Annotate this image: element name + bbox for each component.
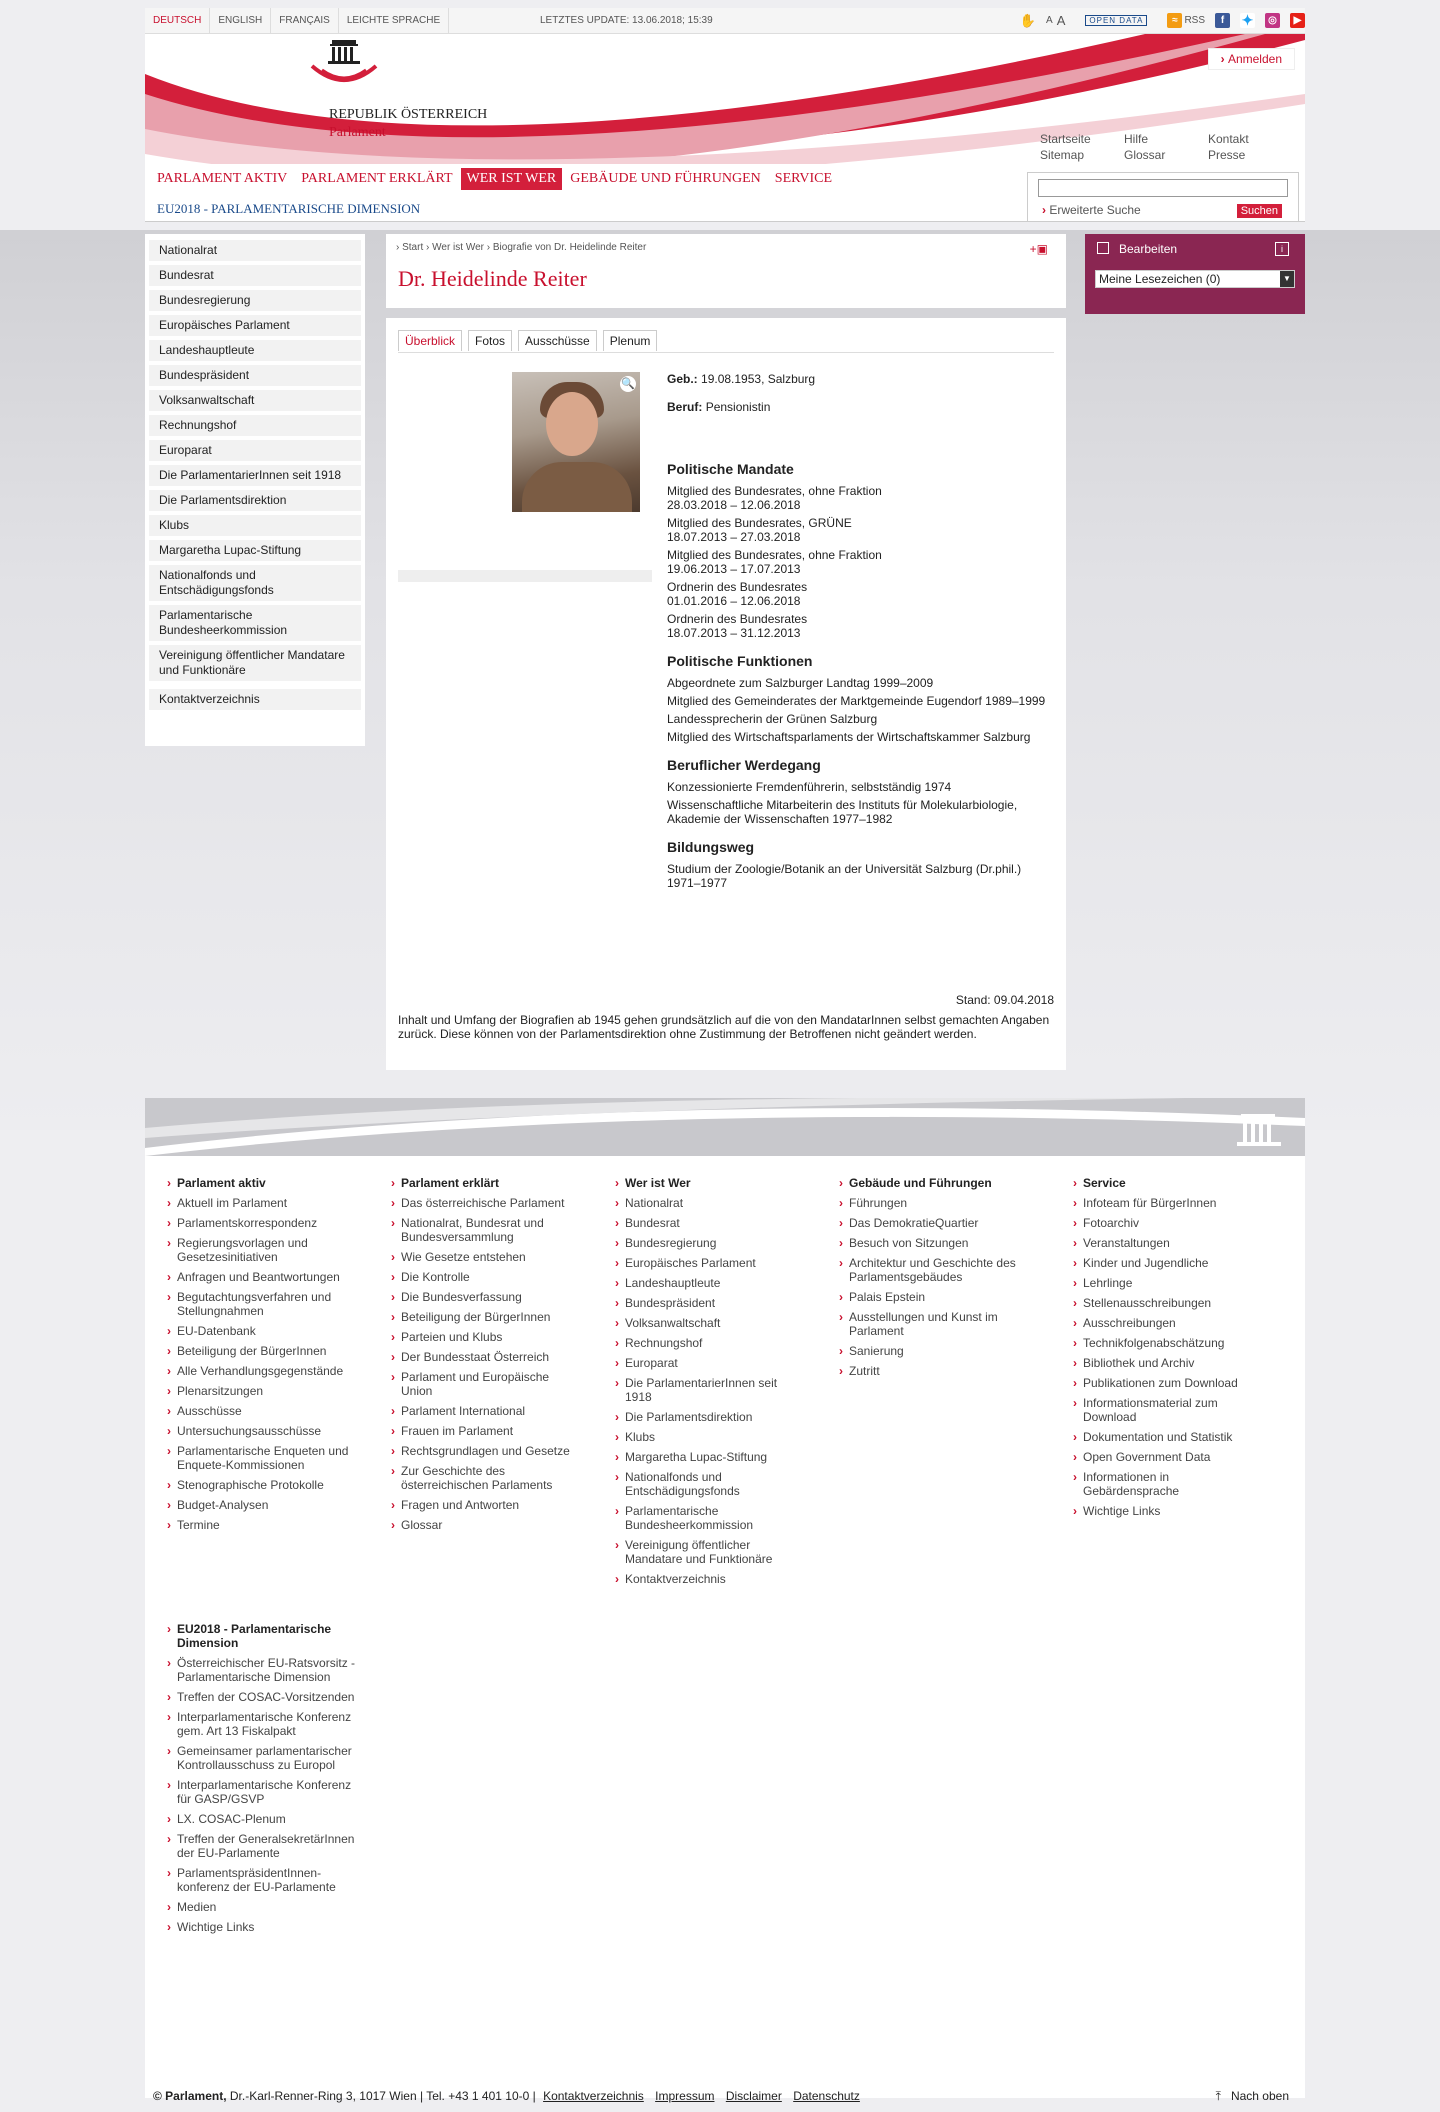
footer-link[interactable]: › Ausschüsse bbox=[167, 1404, 357, 1418]
footer-link[interactable]: › Budget-Analysen bbox=[167, 1498, 357, 1512]
footer-column-title[interactable]: › Gebäude und Führungen bbox=[839, 1176, 1073, 1190]
footer-address bbox=[153, 2089, 860, 2103]
chevron-down-icon: ▼ bbox=[1280, 271, 1294, 287]
footer-band bbox=[145, 1098, 1305, 1156]
footer-link[interactable]: › Europarat bbox=[615, 1356, 805, 1370]
footer-link-kontakt[interactable]: Kontaktverzeichnis bbox=[543, 2089, 644, 2103]
rss-icon[interactable]: ≈ bbox=[1167, 13, 1182, 28]
footer-link[interactable]: › Wie Gesetze entstehen bbox=[391, 1250, 581, 1264]
footer-link[interactable]: › Gemeinsamer parlamentarischer Kontrollausschuss zu Europol bbox=[167, 1744, 357, 1772]
lang-deutsch[interactable]: DEUTSCH bbox=[145, 8, 210, 34]
quick-startseite[interactable]: Startseite bbox=[1040, 132, 1091, 146]
function-item: Abgeordnete zum Salzburger Landtag 1999–2009 bbox=[667, 676, 934, 690]
footer-link[interactable]: › Besuch von Sitzungen bbox=[839, 1236, 1029, 1250]
disclaimer-text: Inhalt und Umfang der Biografien ab 1945 gehen grundsätzlich auf die von den MandatarInnen selbst gemachten Angaben zurück. Diese können von der Parlamentsdirektion ohne Zustimmung der Betroffenen nicht geändert werden. bbox=[398, 1013, 1050, 1041]
footer-link[interactable]: › Parteien und Klubs bbox=[391, 1330, 581, 1344]
search-button[interactable]: Suchen bbox=[1237, 204, 1282, 218]
footer-link[interactable]: › Nationalrat, Bundesrat und Bundesversammlung bbox=[391, 1216, 581, 1244]
footer-column-title[interactable]: › Parlament aktiv bbox=[167, 1176, 391, 1190]
footer-link[interactable]: › Die Bundesverfassung bbox=[391, 1290, 581, 1304]
lang-leichte-sprache[interactable]: LEICHTE SPRACHE bbox=[339, 8, 449, 34]
bearbeiten-title: Bearbeiten bbox=[1119, 242, 1178, 256]
footer-link[interactable]: › Nationalrat bbox=[615, 1196, 805, 1210]
footer-link[interactable]: › Aktuell im Parlament bbox=[167, 1196, 357, 1210]
footer-link[interactable]: › Informationsmaterial zum Download bbox=[1073, 1396, 1263, 1424]
nav-parlament-erklaert[interactable]: PARLAMENT ERKLÄRT bbox=[301, 171, 453, 186]
footer-link[interactable]: › Bundesregierung bbox=[615, 1236, 805, 1250]
search-box bbox=[1027, 172, 1299, 222]
logo-subtitle: Parlament bbox=[329, 125, 386, 140]
footer-link[interactable]: › Die ParlamentarierInnen seit 1918 bbox=[615, 1376, 805, 1404]
tabs bbox=[398, 330, 657, 351]
portrait-photo[interactable] bbox=[512, 372, 640, 512]
footer-link[interactable]: › Untersuchungsausschüsse bbox=[167, 1424, 357, 1438]
login-label: Anmelden bbox=[1227, 52, 1282, 66]
footer-link[interactable]: › Bundesrat bbox=[615, 1216, 805, 1230]
footer-link[interactable]: › Regierungsvorlagen und Gesetzesinitiativen bbox=[167, 1236, 357, 1264]
leftnav-item[interactable]: Bundesregierung bbox=[149, 290, 361, 311]
footer-link[interactable]: › Parlamentarische Enqueten und Enquete-Kommissionen bbox=[167, 1444, 357, 1472]
lang-english[interactable]: ENGLISH bbox=[210, 8, 271, 34]
footer-link[interactable]: › Architektur und Geschichte des Parlamentsgebäudes bbox=[839, 1256, 1029, 1284]
geb-label: Geb.: bbox=[667, 372, 698, 386]
twitter-icon[interactable]: ✦ bbox=[1241, 12, 1254, 28]
page-title: Dr. Heidelinde Reiter bbox=[398, 266, 587, 291]
quick-hilfe[interactable]: Hilfe bbox=[1124, 132, 1149, 146]
footer-link[interactable]: › Beteiligung der BürgerInnen bbox=[167, 1344, 357, 1358]
quick-glossar[interactable]: Glossar bbox=[1124, 148, 1166, 162]
career-item: Konzessionierte Fremdenführerin, selbstständig 1974 bbox=[667, 780, 952, 794]
leftnav-item[interactable]: Nationalrat bbox=[149, 240, 361, 261]
leftnav-item[interactable]: Landeshauptleute bbox=[149, 340, 361, 361]
footer bbox=[145, 1098, 1305, 2098]
footer-link[interactable]: › Margaretha Lupac-Stiftung bbox=[615, 1450, 805, 1464]
leftnav-item[interactable]: Europäisches Parlament bbox=[149, 315, 361, 336]
footer-link[interactable]: › Medien bbox=[167, 1900, 357, 1914]
bio-content bbox=[386, 318, 1066, 1070]
footer-link[interactable]: › Interparlamentarische Konferenz für GASP/GSVP bbox=[167, 1778, 357, 1806]
add-bookmark-icon[interactable]: +▣ bbox=[1029, 242, 1048, 256]
nav-gebaeude[interactable]: GEBÄUDE UND FÜHRUNGEN bbox=[570, 171, 761, 186]
footer-link[interactable]: › Infoteam für BürgerInnen bbox=[1073, 1196, 1263, 1210]
footer-column bbox=[1073, 1176, 1273, 1592]
footer-link[interactable]: › Frauen im Parlament bbox=[391, 1424, 581, 1438]
section-title: Politische Funktionen bbox=[667, 653, 813, 669]
footer-link[interactable]: › Stenographische Protokolle bbox=[167, 1478, 357, 1492]
footer-link[interactable]: › Plenarsitzungen bbox=[167, 1384, 357, 1398]
footer-link[interactable]: › Volksanwaltschaft bbox=[615, 1316, 805, 1330]
footer-link[interactable]: › Interparlamentarische Konferenz gem. Art 13 Fiskalpakt bbox=[167, 1710, 357, 1738]
footer-link[interactable]: › Stellenausschreibungen bbox=[1073, 1296, 1263, 1310]
footer-columns bbox=[167, 1176, 1273, 1940]
address-text: Dr.-Karl-Renner-Ring 3, 1017 Wien | Tel. +43 1 401 10-0 | bbox=[229, 2089, 536, 2103]
function-item: Mitglied des Wirtschaftsparlaments der Wirtschaftskammer Salzburg bbox=[667, 730, 1031, 744]
section-title: Bildungsweg bbox=[667, 839, 755, 855]
quick-presse[interactable]: Presse bbox=[1208, 148, 1246, 162]
footer-column-title[interactable]: › EU2018 - Parlamentarische Dimension bbox=[167, 1622, 391, 1650]
footer-link[interactable]: › Klubs bbox=[615, 1430, 805, 1444]
footer-link[interactable]: › Wichtige Links bbox=[1073, 1504, 1263, 1518]
youtube-icon[interactable]: ▶ bbox=[1290, 13, 1305, 28]
leftnav-item[interactable]: Rechnungshof bbox=[149, 415, 361, 436]
footer-column bbox=[391, 1176, 615, 1592]
footer-link[interactable]: › Treffen der GeneralsekretärInnen der EU-Parlamente bbox=[167, 1832, 357, 1860]
footer-link[interactable]: › Bundespräsident bbox=[615, 1296, 805, 1310]
leftnav-item[interactable]: Volksanwaltschaft bbox=[149, 390, 361, 411]
tab-divider bbox=[398, 352, 1054, 353]
footer-link[interactable]: › EU-Datenbank bbox=[167, 1324, 357, 1338]
nav-service[interactable]: SERVICE bbox=[774, 171, 833, 186]
mandate-item: Mitglied des Bundesrates, ohne Fraktion 19.06.2013 – 17.07.2013 bbox=[667, 548, 882, 576]
footer-link[interactable]: › Anfragen und Beantwortungen bbox=[167, 1270, 357, 1284]
footer-link[interactable]: › Zur Geschichte des österreichischen Parlaments bbox=[391, 1464, 581, 1492]
footer-link-disclaimer[interactable]: Disclaimer bbox=[725, 2089, 782, 2103]
footer-column-title[interactable]: › Service bbox=[1073, 1176, 1273, 1190]
tab-plenum[interactable]: Plenum bbox=[603, 330, 658, 351]
footer-column bbox=[839, 1176, 1073, 1592]
footer-link[interactable]: › Palais Epstein bbox=[839, 1290, 1029, 1304]
back-to-top-label: Nach oben bbox=[1230, 2089, 1289, 2103]
advanced-search-label: Erweiterte Suche bbox=[1049, 203, 1141, 217]
copyright: © Parlament, bbox=[153, 2089, 227, 2103]
footer-link[interactable]: › Begutachtungsverfahren und Stellungnahmen bbox=[167, 1290, 357, 1318]
mandate-item: Ordnerin des Bundesrates 01.01.2016 – 12.06.2018 bbox=[667, 580, 808, 608]
leftnav-item[interactable]: Die Parlamentsdirektion bbox=[149, 490, 361, 511]
footer-link[interactable]: › Beteiligung der BürgerInnen bbox=[391, 1310, 581, 1324]
leftnav-item[interactable]: Margaretha Lupac-Stiftung bbox=[149, 540, 361, 561]
back-to-top[interactable] bbox=[1216, 2089, 1289, 2104]
footer-link[interactable]: › Das DemokratieQuartier bbox=[839, 1216, 1029, 1230]
footer-link[interactable]: › Dokumentation und Statistik bbox=[1073, 1430, 1263, 1444]
tab-ueberblick[interactable]: Überblick bbox=[398, 330, 462, 351]
arrow-up-icon: ⤒ bbox=[1215, 2089, 1221, 2103]
lang-francais[interactable]: FRANÇAIS bbox=[271, 8, 339, 34]
bookmarks-select-value: Meine Lesezeichen (0) bbox=[1099, 272, 1221, 286]
footer-link[interactable]: › Treffen der COSAC-Vorsitzenden bbox=[167, 1690, 357, 1704]
footer-link-impressum[interactable]: Impressum bbox=[655, 2089, 715, 2103]
parliament-logo-icon[interactable] bbox=[308, 38, 380, 84]
mandate-item: Mitglied des Bundesrates, ohne Fraktion 28.03.2018 – 12.06.2018 bbox=[667, 484, 882, 512]
footer-link[interactable]: › Das österreichische Parlament bbox=[391, 1196, 581, 1210]
footer-link[interactable]: › Parlament International bbox=[391, 1404, 581, 1418]
footer-link[interactable]: › Lehrlinge bbox=[1073, 1276, 1263, 1290]
footer-link[interactable]: › Wichtige Links bbox=[167, 1920, 357, 1934]
footer-link[interactable]: › ParlamentspräsidentInnen-konferenz der EU-Parlamente bbox=[167, 1866, 357, 1894]
logo-title: REPUBLIK ÖSTERREICH bbox=[329, 107, 488, 122]
footer-link[interactable]: › Parlamentskorrespondenz bbox=[167, 1216, 357, 1230]
footer-link[interactable]: › Der Bundesstaat Österreich bbox=[391, 1350, 581, 1364]
login-button[interactable]: › Anmelden bbox=[1208, 48, 1295, 70]
footer-link[interactable]: › Rechtsgrundlagen und Gesetze bbox=[391, 1444, 581, 1458]
info-icon[interactable]: i bbox=[1275, 242, 1289, 256]
footer-column-title[interactable]: › Wer ist Wer bbox=[615, 1176, 839, 1190]
crumb-wer-ist-wer[interactable]: Wer ist Wer bbox=[432, 242, 484, 253]
footer-link[interactable]: › LX. COSAC-Plenum bbox=[167, 1812, 357, 1826]
leftnav-item[interactable]: Europarat bbox=[149, 440, 361, 461]
footer-column bbox=[167, 1176, 391, 1592]
footer-link[interactable]: › Ausschreibungen bbox=[1073, 1316, 1263, 1330]
nav-eu2018[interactable]: EU2018 - PARLAMENTARISCHE DIMENSION bbox=[157, 201, 421, 216]
bearbeiten-box bbox=[1085, 234, 1305, 314]
facebook-icon[interactable]: f bbox=[1215, 13, 1230, 28]
footer-column bbox=[615, 1176, 839, 1592]
breadcrumb: › Start › Wer ist Wer › Biografie von Dr. Heidelinde Reiter bbox=[396, 242, 647, 253]
nav-wer-ist-wer[interactable]: WER IST WER bbox=[461, 168, 563, 190]
function-item: Mitglied des Gemeinderates der Marktgemeinde Eugendorf 1989–1999 bbox=[667, 694, 1046, 708]
open-data-button[interactable]: OPEN DATA bbox=[1085, 15, 1147, 26]
footer-link[interactable]: › Bibliothek und Archiv bbox=[1073, 1356, 1263, 1370]
quick-kontakt[interactable]: Kontakt bbox=[1208, 132, 1249, 146]
tab-fotos[interactable]: Fotos bbox=[468, 330, 512, 351]
leftnav-item[interactable]: Nationalfonds und Entschädigungsfonds bbox=[149, 565, 361, 601]
footer-link[interactable]: › Informationen in Gebärdensprache bbox=[1073, 1470, 1263, 1498]
footer-bottom bbox=[145, 2086, 1305, 2108]
footer-link[interactable]: › Fragen und Antworten bbox=[391, 1498, 581, 1512]
quick-links bbox=[1040, 132, 1288, 162]
footer-link[interactable]: › Zutritt bbox=[839, 1364, 1029, 1378]
footer-column-title[interactable]: › Parlament erklärt bbox=[391, 1176, 615, 1190]
mandate-item: Mitglied des Bundesrates, GRÜNE 18.07.2013 – 27.03.2018 bbox=[667, 516, 852, 544]
font-large-button[interactable]: A bbox=[1056, 13, 1066, 28]
crumb-current: Biografie von Dr. Heidelinde Reiter bbox=[492, 242, 647, 253]
section-title: Beruflicher Werdegang bbox=[667, 757, 821, 773]
zoom-icon[interactable]: 🔍 bbox=[621, 378, 635, 390]
footer-link[interactable]: › Veranstaltungen bbox=[1073, 1236, 1263, 1250]
bookmark-icon bbox=[1097, 242, 1109, 254]
advanced-search-link[interactable]: › Erweiterte Suche bbox=[1042, 203, 1141, 217]
footer-link[interactable]: › Ausstellungen und Kunst im Parlament bbox=[839, 1310, 1029, 1338]
leftnav-item[interactable]: Klubs bbox=[149, 515, 361, 536]
footer-link[interactable]: › Alle Verhandlungsgegenstände bbox=[167, 1364, 357, 1378]
photo-caption-bar bbox=[398, 570, 652, 582]
function-item: Landessprecherin der Grünen Salzburg bbox=[667, 712, 878, 726]
footer-link[interactable]: › Fotoarchiv bbox=[1073, 1216, 1263, 1230]
quick-sitemap[interactable]: Sitemap bbox=[1040, 148, 1085, 162]
footer-link[interactable]: › Termine bbox=[167, 1518, 357, 1532]
instagram-icon[interactable]: ◎ bbox=[1265, 13, 1280, 28]
leftnav-item[interactable]: Bundespräsident bbox=[149, 365, 361, 386]
bio-text bbox=[667, 372, 1057, 894]
footer-link[interactable]: › Publikationen zum Download bbox=[1073, 1376, 1263, 1390]
footer-link[interactable]: › Österreichischer EU-Ratsvorsitz - Parlamentarische Dimension bbox=[167, 1656, 357, 1684]
footer-link[interactable]: › Open Government Data bbox=[1073, 1450, 1263, 1464]
footer-link[interactable]: › Kinder und Jugendliche bbox=[1073, 1256, 1263, 1270]
leftnav-item[interactable]: Bundesrat bbox=[149, 265, 361, 286]
tab-ausschuesse[interactable]: Ausschüsse bbox=[518, 330, 597, 351]
footer-link[interactable]: › Parlament und Europäische Union bbox=[391, 1370, 581, 1398]
header bbox=[145, 34, 1305, 164]
footer-link[interactable]: › Die Parlamentsdirektion bbox=[615, 1410, 805, 1424]
search-input[interactable] bbox=[1038, 179, 1288, 197]
footer-link[interactable]: › Rechnungshof bbox=[615, 1336, 805, 1350]
nav-parlament-aktiv[interactable]: PARLAMENT AKTIV bbox=[157, 171, 288, 186]
title-box bbox=[386, 234, 1066, 308]
education-item: Studium der Zoologie/Botanik an der Universität Salzburg (Dr.phil.) 1971–1977 bbox=[667, 862, 1022, 890]
left-nav bbox=[145, 234, 365, 746]
beruf-label: Beruf: bbox=[667, 400, 703, 414]
leftnav-item[interactable]: Vereinigung öffentlicher Mandatare und Funktionäre bbox=[149, 645, 361, 681]
footer-link-datenschutz[interactable]: Datenschutz bbox=[793, 2089, 860, 2103]
rss-label[interactable]: RSS bbox=[1184, 15, 1205, 26]
footer-link[interactable]: › Kontaktverzeichnis bbox=[615, 1572, 805, 1586]
footer-link[interactable]: › Europäisches Parlament bbox=[615, 1256, 805, 1270]
geb-value: 19.08.1953, Salzburg bbox=[701, 372, 816, 386]
mandate-item: Ordnerin des Bundesrates 18.07.2013 – 31.12.2013 bbox=[667, 612, 808, 640]
footer-link[interactable]: › Parlamentarische Bundesheerkommission bbox=[615, 1504, 805, 1532]
footer-link[interactable]: › Die Kontrolle bbox=[391, 1270, 581, 1284]
leftnav-item[interactable]: Die ParlamentarierInnen seit 1918 bbox=[149, 465, 361, 486]
sign-language-icon[interactable]: ✋ bbox=[1019, 12, 1037, 28]
crumb-start[interactable]: Start bbox=[402, 242, 424, 253]
footer-link[interactable]: › Führungen bbox=[839, 1196, 1029, 1210]
last-update: LETZTES UPDATE: 13.06.2018; 15:39 bbox=[540, 15, 713, 26]
leftnav-item[interactable]: Kontaktverzeichnis bbox=[149, 689, 361, 710]
footer-link[interactable]: › Glossar bbox=[391, 1518, 581, 1532]
stand-date: Stand: 09.04.2018 bbox=[955, 993, 1054, 1007]
footer-link[interactable]: › Technikfolgenabschätzung bbox=[1073, 1336, 1263, 1350]
main-nav bbox=[145, 164, 1305, 222]
career-item: Wissenschaftliche Mitarbeiterin des Instituts für Molekularbiologie, Akademie der Wissenschaften 1977–1982 bbox=[667, 798, 1018, 826]
leftnav-item[interactable]: Parlamentarische Bundesheerkommission bbox=[149, 605, 361, 641]
top-bar bbox=[145, 8, 1305, 34]
beruf-value: Pensionistin bbox=[705, 400, 771, 414]
font-small-button[interactable]: A bbox=[1046, 15, 1053, 26]
footer-link[interactable]: › Nationalfonds und Entschädigungsfonds bbox=[615, 1470, 805, 1498]
footer-link[interactable]: › Vereinigung öffentlicher Mandatare und Funktionäre bbox=[615, 1538, 805, 1566]
bookmarks-select[interactable] bbox=[1095, 270, 1295, 288]
footer-link[interactable]: › Landeshauptleute bbox=[615, 1276, 805, 1290]
section-title: Politische Mandate bbox=[667, 461, 794, 477]
footer-column bbox=[167, 1622, 391, 1940]
footer-link[interactable]: › Sanierung bbox=[839, 1344, 1029, 1358]
